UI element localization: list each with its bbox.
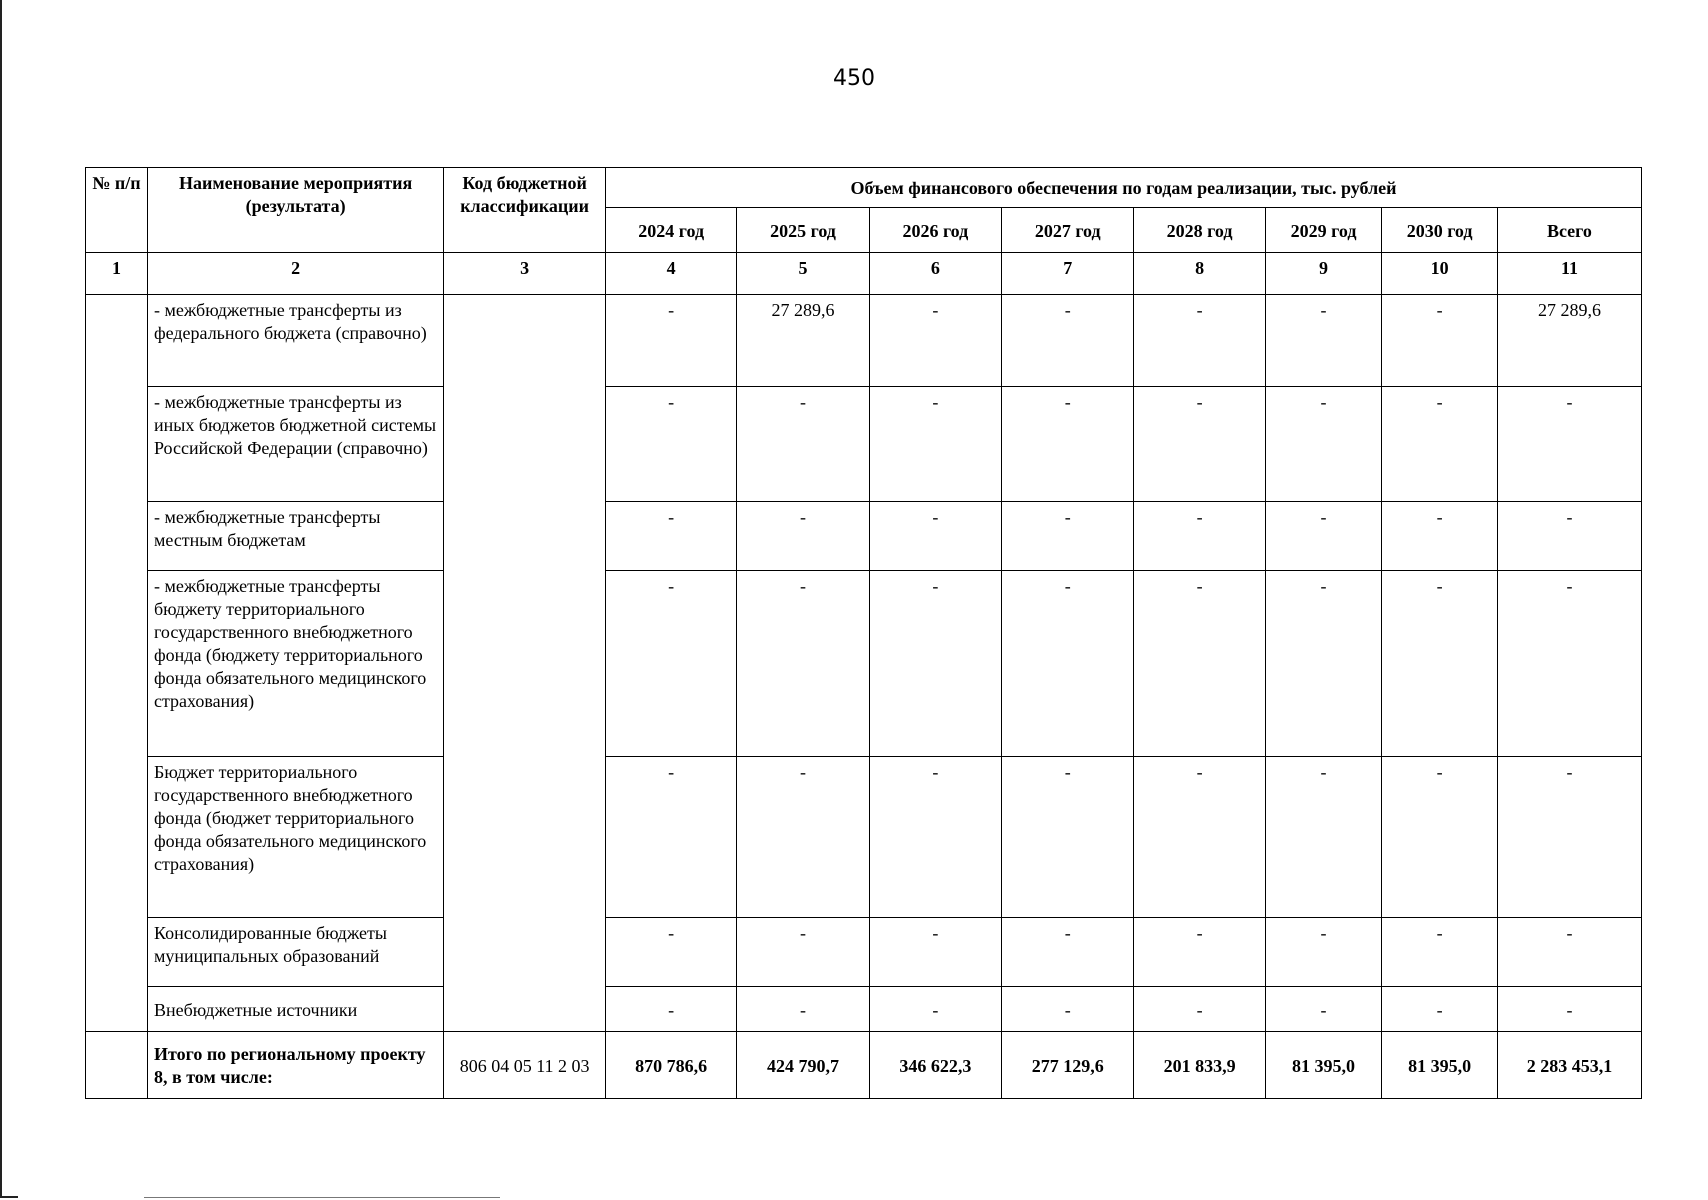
row-name: - межбюджетные трансферты из федерального бюджета (справочно): [147, 295, 443, 387]
value-cell: -: [737, 987, 869, 1032]
value-cell: -: [1265, 757, 1382, 918]
total-value-cell: 424 790,7: [737, 1032, 869, 1099]
total-value-cell: 870 786,6: [606, 1032, 737, 1099]
value-cell: -: [869, 918, 1001, 987]
header-year-2029: 2029 год: [1265, 208, 1382, 253]
value-cell: -: [869, 295, 1001, 387]
value-cell: -: [606, 918, 737, 987]
header-name: Наименование мероприятия (результата): [147, 168, 443, 253]
total-value-cell: 2 283 453,1: [1497, 1032, 1641, 1099]
value-cell: -: [1265, 502, 1382, 571]
value-cell: -: [869, 571, 1001, 757]
row-name: - межбюджетные трансферты бюджету территориального государственного внебюджетного фонда (бюджету территориального фонда обязательного медицинского страхования): [147, 571, 443, 757]
value-cell: -: [1497, 757, 1641, 918]
column-number: 11: [1497, 253, 1641, 295]
num-cell-empty: [86, 295, 148, 1032]
table-row: [86, 295, 1642, 387]
table-row: [86, 571, 1642, 757]
header-total: Всего: [1497, 208, 1641, 253]
table-row: [86, 502, 1642, 571]
value-cell: -: [737, 757, 869, 918]
row-name: Бюджет территориального государственного внебюджетного фонда (бюджет территориального фонда обязательного медицинского страхования): [147, 757, 443, 918]
column-number: 10: [1382, 253, 1498, 295]
value-cell: 27 289,6: [1497, 295, 1641, 387]
value-cell: -: [1265, 387, 1382, 502]
header-year-2025: 2025 год: [737, 208, 869, 253]
row-name: Консолидированные бюджеты муниципальных образований: [147, 918, 443, 987]
scan-left-edge: [0, 0, 2, 1198]
header-year-2030: 2030 год: [1382, 208, 1498, 253]
value-cell: -: [1382, 502, 1498, 571]
header-num: № п/п: [86, 168, 148, 253]
value-cell: -: [869, 502, 1001, 571]
value-cell: -: [737, 502, 869, 571]
header-code: Код бюджетной классификации: [444, 168, 606, 253]
total-value-cell: 81 395,0: [1265, 1032, 1382, 1099]
header-funding: Объем финансового обеспечения по годам реализации, тыс. рублей: [606, 168, 1642, 208]
total-value-cell: 81 395,0: [1382, 1032, 1498, 1099]
total-value-cell: 277 129,6: [1002, 1032, 1134, 1099]
value-cell: -: [1265, 987, 1382, 1032]
total-value-cell: 346 622,3: [869, 1032, 1001, 1099]
column-number-row: [86, 253, 1642, 295]
code-cell-empty: [444, 295, 606, 1032]
column-number: 5: [737, 253, 869, 295]
value-cell: -: [1134, 295, 1265, 387]
table-row: [86, 757, 1642, 918]
value-cell: -: [1382, 295, 1498, 387]
value-cell: -: [1497, 502, 1641, 571]
column-number: 7: [1002, 253, 1134, 295]
value-cell: -: [1134, 387, 1265, 502]
value-cell: -: [1382, 918, 1498, 987]
value-cell: -: [1497, 918, 1641, 987]
value-cell: -: [606, 502, 737, 571]
table-row: [86, 918, 1642, 987]
column-number: 4: [606, 253, 737, 295]
value-cell: -: [1382, 387, 1498, 502]
value-cell: -: [1002, 502, 1134, 571]
value-cell: -: [1265, 571, 1382, 757]
column-number: 9: [1265, 253, 1382, 295]
value-cell: 27 289,6: [737, 295, 869, 387]
value-cell: -: [737, 387, 869, 502]
value-cell: -: [606, 757, 737, 918]
value-cell: -: [1382, 987, 1498, 1032]
value-cell: -: [1002, 571, 1134, 757]
total-num-cell-empty: [86, 1032, 148, 1099]
value-cell: -: [1382, 757, 1498, 918]
header-year-2028: 2028 год: [1134, 208, 1265, 253]
value-cell: -: [737, 571, 869, 757]
column-number: 8: [1134, 253, 1265, 295]
total-value-cell: 201 833,9: [1134, 1032, 1265, 1099]
value-cell: -: [1497, 571, 1641, 757]
value-cell: -: [1002, 757, 1134, 918]
value-cell: -: [869, 757, 1001, 918]
value-cell: -: [606, 295, 737, 387]
value-cell: -: [869, 987, 1001, 1032]
row-name: - межбюджетные трансферты местным бюджетам: [147, 502, 443, 571]
row-name: Внебюджетные источники: [147, 987, 443, 1032]
value-cell: -: [606, 571, 737, 757]
value-cell: -: [1265, 295, 1382, 387]
value-cell: -: [1497, 987, 1641, 1032]
value-cell: -: [606, 387, 737, 502]
total-row: [86, 1032, 1642, 1099]
table-row: [86, 987, 1642, 1032]
value-cell: -: [1134, 571, 1265, 757]
value-cell: -: [737, 918, 869, 987]
header-year-2026: 2026 год: [869, 208, 1001, 253]
row-name: - межбюджетные трансферты из иных бюджетов бюджетной системы Российской Федерации (справочно): [147, 387, 443, 502]
scan-footer-line: [144, 1197, 500, 1198]
page-number: 450: [833, 66, 875, 91]
value-cell: -: [1002, 295, 1134, 387]
value-cell: -: [1134, 757, 1265, 918]
value-cell: -: [1134, 918, 1265, 987]
value-cell: -: [1265, 918, 1382, 987]
header-year-2027: 2027 год: [1002, 208, 1134, 253]
total-budget-code: 806 04 05 11 2 03: [444, 1032, 606, 1099]
column-number: 3: [444, 253, 606, 295]
value-cell: -: [1134, 987, 1265, 1032]
table-row: [86, 387, 1642, 502]
value-cell: -: [1002, 387, 1134, 502]
header-year-2024: 2024 год: [606, 208, 737, 253]
column-number: 1: [86, 253, 148, 295]
value-cell: -: [1497, 387, 1641, 502]
value-cell: -: [1382, 571, 1498, 757]
value-cell: -: [606, 987, 737, 1032]
value-cell: -: [1002, 987, 1134, 1032]
column-number: 6: [869, 253, 1001, 295]
funding-table: [85, 167, 1642, 1099]
scan-bottom-edge: [0, 1196, 18, 1198]
value-cell: -: [1002, 918, 1134, 987]
column-number: 2: [147, 253, 443, 295]
value-cell: -: [1134, 502, 1265, 571]
value-cell: -: [869, 387, 1001, 502]
total-row-name: Итого по региональному проекту 8, в том числе:: [147, 1032, 443, 1099]
